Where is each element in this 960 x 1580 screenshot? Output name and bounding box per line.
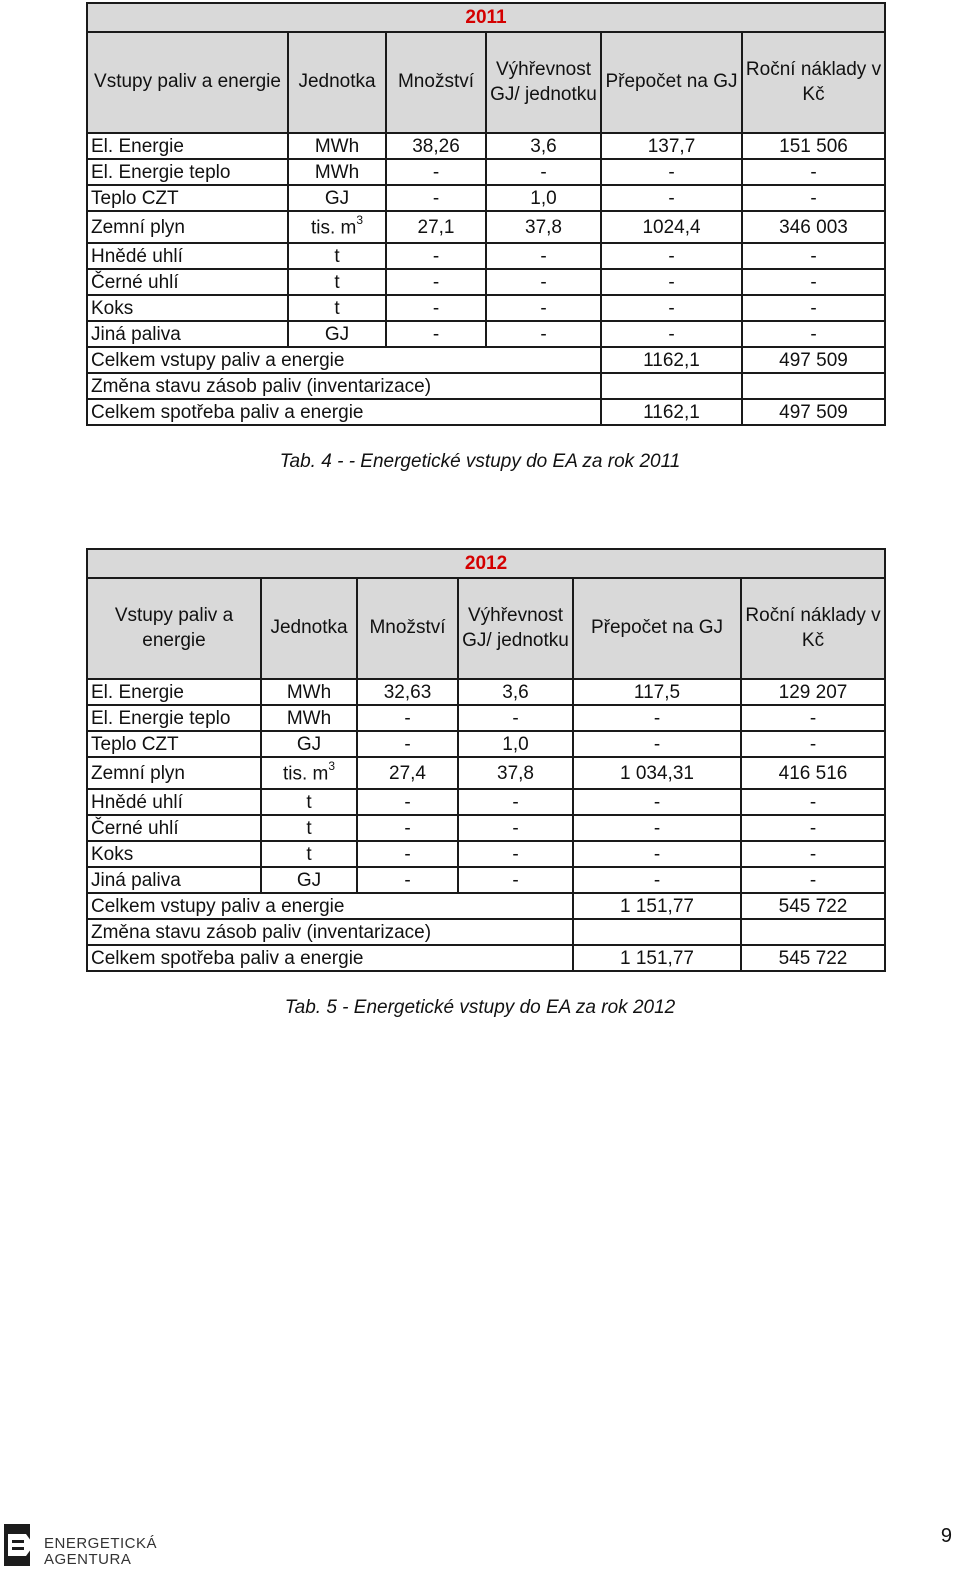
heat-value-cell: - bbox=[458, 705, 573, 731]
cost-cell: - bbox=[741, 731, 885, 757]
summary-label-cell: Celkem spotřeba paliv a energie bbox=[87, 945, 573, 971]
heat-value-cell: - bbox=[486, 159, 601, 185]
heat-value-cell: - bbox=[458, 789, 573, 815]
gj-cell: - bbox=[601, 243, 742, 269]
cost-cell: 151 506 bbox=[742, 133, 885, 159]
cost-cell: - bbox=[742, 321, 885, 347]
cost-cell: - bbox=[741, 867, 885, 893]
summary-gj-cell bbox=[573, 919, 741, 945]
col-header-heat-value: Výhřevnost GJ/ jednotku bbox=[486, 32, 601, 133]
gj-cell: - bbox=[601, 269, 742, 295]
unit-cell bbox=[288, 269, 386, 295]
table-row bbox=[87, 185, 885, 211]
fuel-name-cell: El. Energie bbox=[87, 133, 288, 159]
quantity-cell: - bbox=[357, 789, 458, 815]
fuel-name-cell: Černé uhlí bbox=[87, 269, 288, 295]
energy-table-2011 bbox=[86, 2, 886, 426]
summary-row bbox=[87, 945, 885, 971]
table-row bbox=[87, 789, 885, 815]
fuel-name-cell: Koks bbox=[87, 295, 288, 321]
summary-label-cell: Celkem vstupy paliv a energie bbox=[87, 893, 573, 919]
gj-cell: - bbox=[573, 841, 741, 867]
cost-cell: - bbox=[742, 269, 885, 295]
col-header-unit: Jednotka bbox=[261, 578, 357, 679]
heat-value-cell: - bbox=[486, 321, 601, 347]
cost-cell: - bbox=[741, 815, 885, 841]
gj-cell: 1024,4 bbox=[601, 211, 742, 243]
unit-text: MWh bbox=[286, 707, 332, 729]
logo-line-1: ENERGETICKÁ bbox=[44, 1535, 158, 1552]
col-header-input: Vstupy paliv a energie bbox=[87, 32, 288, 133]
summary-label-cell: Celkem vstupy paliv a energie bbox=[87, 347, 601, 373]
unit-cell bbox=[261, 867, 357, 893]
heat-value-cell: 3,6 bbox=[458, 679, 573, 705]
table-row bbox=[87, 321, 885, 347]
col-header-heat-value: Výhřevnost GJ/ jednotku bbox=[458, 578, 573, 679]
fuel-name-cell: Hnědé uhlí bbox=[87, 243, 288, 269]
unit-cell bbox=[261, 757, 357, 789]
heat-value-cell: 3,6 bbox=[486, 133, 601, 159]
table-row bbox=[87, 815, 885, 841]
summary-row bbox=[87, 399, 885, 425]
summary-gj-cell: 1162,1 bbox=[601, 347, 742, 373]
agency-logo-icon bbox=[4, 1524, 40, 1566]
summary-cost-cell: 545 722 bbox=[741, 893, 885, 919]
summary-cost-cell: 545 722 bbox=[741, 945, 885, 971]
cost-cell: - bbox=[741, 789, 885, 815]
unit-cell bbox=[261, 679, 357, 705]
heat-value-cell: - bbox=[486, 243, 601, 269]
col-header-cost: Roční náklady v Kč bbox=[741, 578, 885, 679]
quantity-cell: - bbox=[357, 867, 458, 893]
fuel-name-cell: Jiná paliva bbox=[87, 867, 261, 893]
gj-cell: - bbox=[573, 705, 741, 731]
fuel-name-cell: Koks bbox=[87, 841, 261, 867]
unit-text: t bbox=[306, 843, 312, 865]
summary-cost-cell: 497 509 bbox=[742, 399, 885, 425]
unit-cell bbox=[261, 705, 357, 731]
summary-gj-cell: 1162,1 bbox=[601, 399, 742, 425]
gj-cell: 137,7 bbox=[601, 133, 742, 159]
table-row bbox=[87, 679, 885, 705]
cost-cell: 129 207 bbox=[741, 679, 885, 705]
table-row bbox=[87, 867, 885, 893]
unit-text: t bbox=[334, 297, 340, 319]
summary-cost-cell bbox=[741, 919, 885, 945]
summary-gj-cell bbox=[601, 373, 742, 399]
col-header-unit: Jednotka bbox=[288, 32, 386, 133]
cost-cell: - bbox=[742, 243, 885, 269]
energy-table-2012 bbox=[86, 548, 886, 972]
unit-superscript: 3 bbox=[356, 213, 364, 228]
quantity-cell: - bbox=[357, 731, 458, 757]
gj-cell: - bbox=[601, 295, 742, 321]
heat-value-cell: - bbox=[486, 269, 601, 295]
gj-cell: - bbox=[601, 185, 742, 211]
col-header-quantity: Množství bbox=[386, 32, 486, 133]
unit-cell bbox=[288, 159, 386, 185]
gj-cell: 1 034,31 bbox=[573, 757, 741, 789]
heat-value-cell: 1,0 bbox=[458, 731, 573, 757]
table-year: 2011 bbox=[87, 3, 885, 32]
quantity-cell: - bbox=[357, 815, 458, 841]
gj-cell: 117,5 bbox=[573, 679, 741, 705]
fuel-name-cell: Teplo CZT bbox=[87, 731, 261, 757]
unit-cell bbox=[288, 185, 386, 211]
fuel-name-cell: Zemní plyn bbox=[87, 211, 288, 243]
heat-value-cell: 37,8 bbox=[458, 757, 573, 789]
fuel-name-cell: Teplo CZT bbox=[87, 185, 288, 211]
unit-text: t bbox=[334, 245, 340, 267]
logo-line-2: AGENTURA bbox=[44, 1551, 132, 1568]
summary-label-cell: Změna stavu zásob paliv (inventarizace) bbox=[87, 373, 601, 399]
col-header-input: Vstupy paliv a energie bbox=[87, 578, 261, 679]
table-caption-2012: Tab. 5 - Energetické vstupy do EA za rok 2012 bbox=[284, 997, 676, 1018]
quantity-cell: - bbox=[386, 185, 486, 211]
gj-cell: - bbox=[573, 815, 741, 841]
cost-cell: - bbox=[742, 185, 885, 211]
unit-cell bbox=[288, 321, 386, 347]
unit-text: GJ bbox=[324, 187, 350, 209]
unit-cell bbox=[288, 211, 386, 243]
col-header-gj: Přepočet na GJ bbox=[601, 32, 742, 133]
col-header-cost: Roční náklady v Kč bbox=[742, 32, 885, 133]
unit-text: GJ bbox=[296, 733, 322, 755]
quantity-cell: - bbox=[357, 841, 458, 867]
heat-value-cell: - bbox=[458, 841, 573, 867]
unit-cell bbox=[288, 243, 386, 269]
table-caption-2011: Tab. 4 - - Energetické vstupy do EA za rok 2011 bbox=[279, 451, 681, 472]
fuel-name-cell: Hnědé uhlí bbox=[87, 789, 261, 815]
energeticka-agentura-logo bbox=[4, 1522, 174, 1572]
fuel-name-cell: Jiná paliva bbox=[87, 321, 288, 347]
summary-gj-cell: 1 151,77 bbox=[573, 945, 741, 971]
summary-row bbox=[87, 919, 885, 945]
cost-cell: 416 516 bbox=[741, 757, 885, 789]
summary-row bbox=[87, 373, 885, 399]
cost-cell: - bbox=[741, 841, 885, 867]
gj-cell: - bbox=[573, 731, 741, 757]
gj-cell: - bbox=[601, 321, 742, 347]
unit-text: MWh bbox=[286, 681, 332, 703]
cost-cell: - bbox=[742, 159, 885, 185]
quantity-cell: - bbox=[386, 243, 486, 269]
fuel-name-cell: El. Energie teplo bbox=[87, 159, 288, 185]
cost-cell: - bbox=[742, 295, 885, 321]
heat-value-cell: - bbox=[458, 867, 573, 893]
table-row bbox=[87, 705, 885, 731]
table-row bbox=[87, 731, 885, 757]
gj-cell: - bbox=[573, 867, 741, 893]
table-row bbox=[87, 159, 885, 185]
heat-value-cell: - bbox=[458, 815, 573, 841]
unit-text: tis. m bbox=[310, 217, 357, 239]
cost-cell: 346 003 bbox=[742, 211, 885, 243]
fuel-name-cell: El. Energie teplo bbox=[87, 705, 261, 731]
summary-cost-cell: 497 509 bbox=[742, 347, 885, 373]
cost-cell: - bbox=[741, 705, 885, 731]
unit-text: tis. m bbox=[282, 763, 329, 785]
gj-cell: - bbox=[601, 159, 742, 185]
heat-value-cell: - bbox=[486, 295, 601, 321]
col-header-gj: Přepočet na GJ bbox=[573, 578, 741, 679]
summary-row bbox=[87, 347, 885, 373]
quantity-cell: - bbox=[386, 159, 486, 185]
quantity-cell: - bbox=[386, 321, 486, 347]
col-header-quantity: Množství bbox=[357, 578, 458, 679]
unit-text: t bbox=[334, 271, 340, 293]
gj-cell: - bbox=[573, 789, 741, 815]
table-row bbox=[87, 841, 885, 867]
fuel-name-cell: El. Energie bbox=[87, 679, 261, 705]
quantity-cell: 27,1 bbox=[386, 211, 486, 243]
unit-cell bbox=[261, 841, 357, 867]
heat-value-cell: 37,8 bbox=[486, 211, 601, 243]
table-year: 2012 bbox=[87, 549, 885, 578]
summary-cost-cell bbox=[742, 373, 885, 399]
quantity-cell: 27,4 bbox=[357, 757, 458, 789]
fuel-name-cell: Zemní plyn bbox=[87, 757, 261, 789]
heat-value-cell: 1,0 bbox=[486, 185, 601, 211]
quantity-cell: - bbox=[386, 295, 486, 321]
table-row bbox=[87, 133, 885, 159]
summary-label-cell: Celkem spotřeba paliv a energie bbox=[87, 399, 601, 425]
unit-text: t bbox=[306, 791, 312, 813]
quantity-cell: 32,63 bbox=[357, 679, 458, 705]
unit-text: MWh bbox=[314, 135, 360, 157]
unit-cell bbox=[288, 295, 386, 321]
summary-row bbox=[87, 893, 885, 919]
unit-cell bbox=[261, 731, 357, 757]
summary-gj-cell: 1 151,77 bbox=[573, 893, 741, 919]
table-row bbox=[87, 243, 885, 269]
table-row bbox=[87, 269, 885, 295]
unit-cell bbox=[261, 815, 357, 841]
unit-text: t bbox=[306, 817, 312, 839]
table-row bbox=[87, 211, 885, 243]
quantity-cell: - bbox=[357, 705, 458, 731]
unit-text: GJ bbox=[296, 869, 322, 891]
unit-cell bbox=[288, 133, 386, 159]
table-row bbox=[87, 757, 885, 789]
unit-text: GJ bbox=[324, 323, 350, 345]
quantity-cell: - bbox=[386, 269, 486, 295]
quantity-cell: 38,26 bbox=[386, 133, 486, 159]
unit-superscript: 3 bbox=[328, 759, 336, 774]
fuel-name-cell: Černé uhlí bbox=[87, 815, 261, 841]
unit-cell bbox=[261, 789, 357, 815]
table-row bbox=[87, 295, 885, 321]
unit-text: MWh bbox=[314, 161, 360, 183]
summary-label-cell: Změna stavu zásob paliv (inventarizace) bbox=[87, 919, 573, 945]
page-number: 9 bbox=[940, 1525, 952, 1547]
